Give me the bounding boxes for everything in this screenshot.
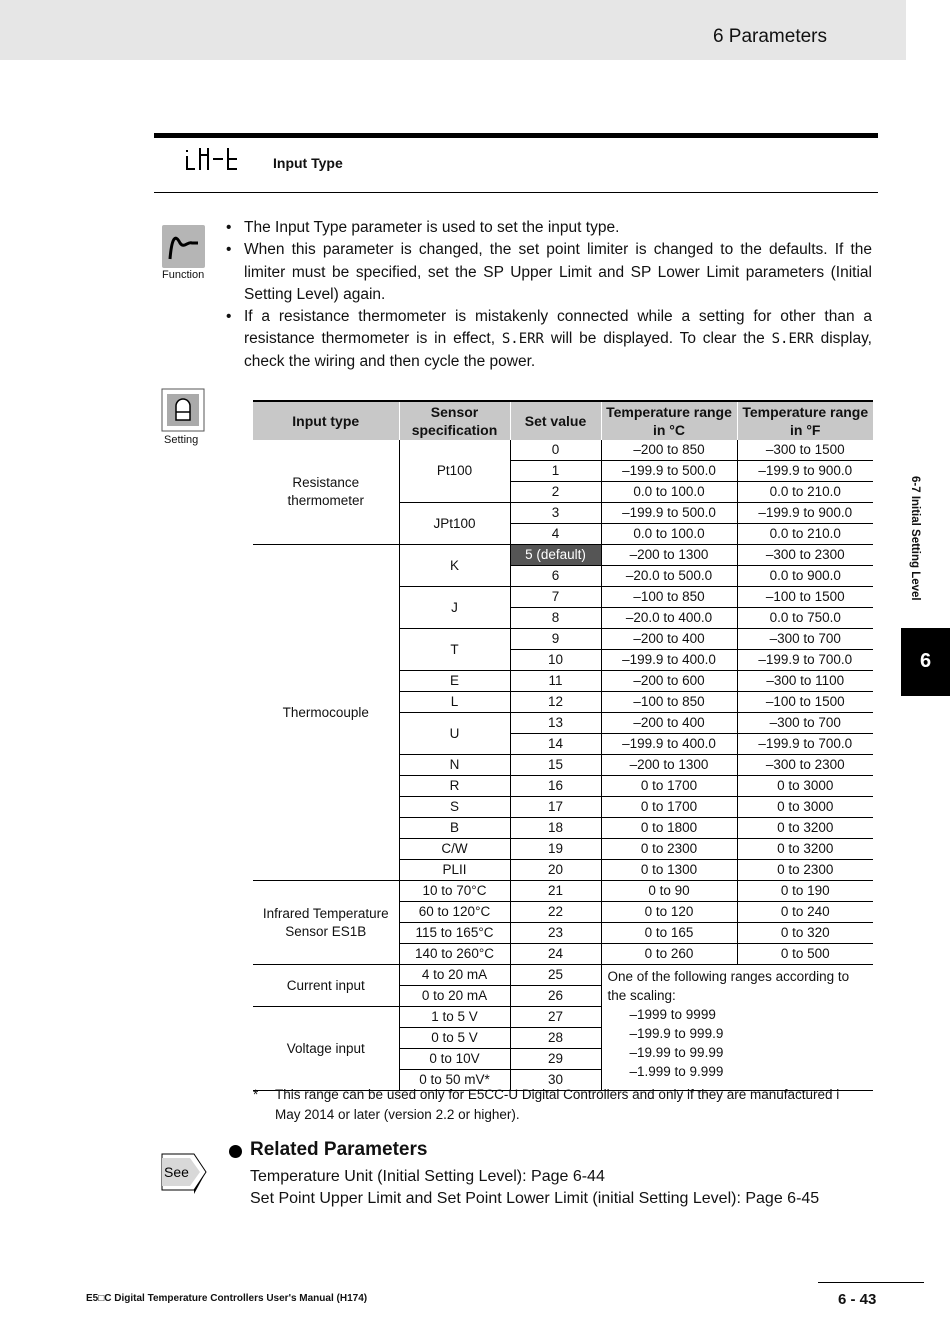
seven-segment-in-t-icon bbox=[184, 145, 242, 171]
col-set-value: Set value bbox=[510, 401, 601, 440]
related-link-2[interactable]: Set Point Upper Limit and Set Point Lower Limit (initial Setting Level): Page 6-45 bbox=[250, 1190, 820, 1207]
sensor-cell: 140 to 260°C bbox=[399, 944, 510, 965]
side-section-label: 6-7 Initial Setting Level bbox=[909, 476, 921, 601]
see-label: See bbox=[164, 1164, 189, 1180]
sensor-cell: 4 to 20 mA bbox=[399, 965, 510, 986]
parameter-name: Input Type bbox=[273, 155, 343, 171]
page-header-band bbox=[0, 0, 906, 60]
related-link-1[interactable]: Temperature Unit (Initial Setting Level): Page 6-44 bbox=[250, 1168, 605, 1185]
scaling-note: One of the following ranges according to the scaling: –1999 to 9999 –199.9 to 999.9 –19.99 to 99.99 –1.999 to 9.999 bbox=[601, 965, 873, 1091]
table-row: Voltage input 1 to 5 V 27 bbox=[253, 1007, 873, 1028]
sensor-cell: 115 to 165°C bbox=[399, 923, 510, 944]
group-current: Current input bbox=[253, 965, 399, 1007]
serr-code: S.ERR bbox=[501, 331, 544, 348]
table-row: 10 –199.9 to 400.0 –199.9 to 700.0 bbox=[253, 650, 873, 671]
table-row: C/W 19 0 to 2300 0 to 3200 bbox=[253, 839, 873, 860]
sensor-cell: Pt100 bbox=[399, 440, 510, 503]
sensor-cell: JPt100 bbox=[399, 503, 510, 545]
setting-icon bbox=[161, 388, 205, 432]
serr-code: S.ERR bbox=[771, 331, 814, 348]
sensor-cell: 0 to 5 V bbox=[399, 1028, 510, 1049]
table-row: B 18 0 to 1800 0 to 3200 bbox=[253, 818, 873, 839]
manual-title: E5□C Digital Temperature Controllers User's Manual (H174) bbox=[86, 1293, 368, 1304]
see-icon bbox=[160, 1150, 208, 1194]
table-row: Current input 4 to 20 mA 25 One of the following ranges according to the scaling: –1999 to 9999 –199.9 to 999.9 –19.99 to 99.99 –1.999 to 9.999 bbox=[253, 965, 873, 986]
table-row: N 15 –200 to 1300 –300 to 2300 bbox=[253, 755, 873, 776]
col-input-type: Input type bbox=[253, 401, 399, 440]
table-row: 6 –20.0 to 500.0 0.0 to 900.0 bbox=[253, 566, 873, 587]
function-label: Function bbox=[162, 269, 205, 281]
sensor-cell: 60 to 120°C bbox=[399, 902, 510, 923]
setting-label: Setting bbox=[164, 434, 199, 446]
table-row: 2 0.0 to 100.0 0.0 to 210.0 bbox=[253, 482, 873, 503]
chapter-tab: 6 bbox=[901, 628, 950, 696]
table-row: Thermocouple K 5 (default) –200 to 1300 –300 to 2300 bbox=[253, 545, 873, 566]
table-row: 4 0.0 to 100.0 0.0 to 210.0 bbox=[253, 524, 873, 545]
parameter-display-code bbox=[184, 145, 242, 176]
table-row: 0 to 10V 29 bbox=[253, 1049, 873, 1070]
input-type-table bbox=[253, 400, 873, 1091]
section-rule-bottom bbox=[154, 192, 878, 193]
sensor-cell: S bbox=[399, 797, 510, 818]
col-range-f: Temperature range in °F bbox=[737, 401, 873, 440]
sensor-cell: PLII bbox=[399, 860, 510, 881]
table-row: PLII 20 0 to 1300 0 to 2300 bbox=[253, 860, 873, 881]
sensor-cell: J bbox=[399, 587, 510, 629]
table-row: 14 –199.9 to 400.0 –199.9 to 700.0 bbox=[253, 734, 873, 755]
bullet-1: • The Input Type parameter is used to set the input type. bbox=[226, 217, 872, 239]
table-row: JPt100 3 –199.9 to 500.0 –199.9 to 900.0 bbox=[253, 503, 873, 524]
default-set-value: 5 (default) bbox=[510, 545, 601, 566]
table-row: 140 to 260°C 24 0 to 260 0 to 500 bbox=[253, 944, 873, 965]
chapter-title: 6 Parameters bbox=[712, 26, 827, 47]
sensor-cell: 0 to 50 mV* bbox=[399, 1070, 510, 1091]
col-range-c: Temperature range in °C bbox=[601, 401, 737, 440]
bullet-2: • When this parameter is changed, the set point limiter is changed to the defaults. If the limiter must be specified, set the SP Upper Limit and SP Lower Limit parameters (Initial Setting Level) again. bbox=[226, 239, 872, 306]
sensor-cell: 0 to 10V bbox=[399, 1049, 510, 1070]
table-row: 1 –199.9 to 500.0 –199.9 to 900.0 bbox=[253, 461, 873, 482]
table-row: U 13 –200 to 400 –300 to 700 bbox=[253, 713, 873, 734]
sensor-cell: E bbox=[399, 671, 510, 692]
function-icon bbox=[162, 225, 205, 268]
table-row: J 7 –100 to 850 –100 to 1500 bbox=[253, 587, 873, 608]
group-resistance: Resistance thermometer bbox=[253, 440, 399, 545]
table-row: T 9 –200 to 400 –300 to 700 bbox=[253, 629, 873, 650]
related-title: Related Parameters bbox=[250, 1139, 428, 1160]
footer-rule bbox=[818, 1282, 924, 1283]
sensor-cell: R bbox=[399, 776, 510, 797]
description-bullets bbox=[226, 217, 872, 373]
sensor-cell: K bbox=[399, 545, 510, 587]
bullet-3: • If a resistance thermometer is mistakenly connected while a setting for other than a resistance thermometer is in effect, S.ERR will be displayed. To clear the S.ERR display, check the wiring and then cycle the power. bbox=[226, 306, 872, 373]
table-row: S 17 0 to 1700 0 to 3000 bbox=[253, 797, 873, 818]
table-row: 0 to 5 V 28 bbox=[253, 1028, 873, 1049]
table-row: 0 to 50 mV* 30 bbox=[253, 1070, 873, 1091]
table-row: 60 to 120°C 22 0 to 120 0 to 240 bbox=[253, 902, 873, 923]
sensor-cell: B bbox=[399, 818, 510, 839]
table-row: 0 to 20 mA 26 bbox=[253, 986, 873, 1007]
group-infrared: Infrared Temperature Sensor ES1B bbox=[253, 881, 399, 965]
sensor-cell: C/W bbox=[399, 839, 510, 860]
group-voltage: Voltage input bbox=[253, 1007, 399, 1091]
table-footnote: * This range can be used only for E5CC-U Digital Controllers and only if they are manufactured i May 2014 or later (version 2.2 or higher). bbox=[253, 1087, 840, 1122]
table-row: 8 –20.0 to 400.0 0.0 to 750.0 bbox=[253, 608, 873, 629]
bullet-dot-icon bbox=[229, 1145, 242, 1158]
sensor-cell: 0 to 20 mA bbox=[399, 986, 510, 1007]
sensor-cell: T bbox=[399, 629, 510, 671]
table-row: Resistance thermometer Pt100 0 –200 to 850 –300 to 1500 bbox=[253, 440, 873, 461]
sensor-cell: U bbox=[399, 713, 510, 755]
section-rule-top bbox=[154, 133, 878, 138]
sensor-cell: L bbox=[399, 692, 510, 713]
table-row: L 12 –100 to 850 –100 to 1500 bbox=[253, 692, 873, 713]
table-row: R 16 0 to 1700 0 to 3000 bbox=[253, 776, 873, 797]
table-row: 115 to 165°C 23 0 to 165 0 to 320 bbox=[253, 923, 873, 944]
col-sensor-spec: Sensor specification bbox=[399, 401, 510, 440]
page-number: 6 - 43 bbox=[838, 1291, 877, 1308]
group-thermocouple: Thermocouple bbox=[253, 545, 399, 881]
sensor-cell: 1 to 5 V bbox=[399, 1007, 510, 1028]
sensor-cell: 10 to 70°C bbox=[399, 881, 510, 902]
sensor-cell: N bbox=[399, 755, 510, 776]
table-row: Infrared Temperature Sensor ES1B 10 to 70°C 21 0 to 90 0 to 190 bbox=[253, 881, 873, 902]
table-row: E 11 –200 to 600 –300 to 1100 bbox=[253, 671, 873, 692]
